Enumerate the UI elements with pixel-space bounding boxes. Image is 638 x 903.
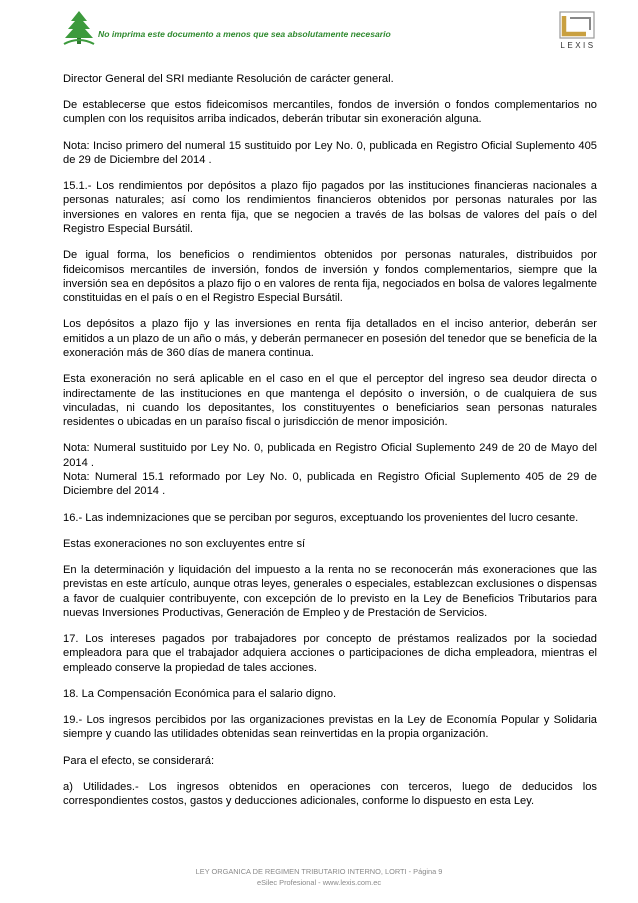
page-header — [0, 0, 638, 60]
paragraph: Nota: Inciso primero del numeral 15 sustituido por Ley No. 0, publicada en Registro Oficial Suplemento 405 de 29 de Diciembre del 2014 . — [63, 139, 597, 166]
document-body — [63, 72, 597, 820]
paragraph: 18. La Compensación Económica para el salario digno. — [63, 687, 337, 700]
lexis-emblem-icon — [550, 10, 606, 42]
paragraph: De igual forma, los beneficios o rendimientos obtenidos por personas naturales, distribuidos por fideicomisos mercantiles de inversión, fondos de inversión y fondos complementarios, siempre que la inversión sea en depósitos a plazo fijo o en valores de renta fija, negociados en bolsa de valores legalmente constituidas en el país o en el Registro Especial Bursátil. — [63, 249, 597, 305]
print-warning-banner: No imprima este documento a menos que sea absolutamente necesario — [98, 29, 391, 39]
paragraph: 15.1.- Los rendimientos por depósitos a plazo fijo pagados por las instituciones financieras nacionales a personas naturales; así como los rendimientos financieros obtenidos por personas naturales por las inversiones en valores en renta fija, que se negocien a través de las bolsas de valores del país o del Registro Especial Bursátil. — [63, 180, 597, 236]
paragraph: Director General del SRI mediante Resolución de carácter general. — [63, 73, 394, 85]
tree-logo-icon — [62, 10, 96, 46]
paragraph: 16.- Las indemnizaciones que se perciban por seguros, exceptuando los provenientes del lucro cesante. — [63, 511, 579, 524]
footer-source: eSilec Profesional - www.lexis.com.ec — [256, 877, 382, 887]
paragraph: Estas exoneraciones no son excluyentes entre sí — [63, 537, 306, 550]
paragraph: Esta exoneración no será aplicable en el caso en el que el perceptor del ingreso sea deudor directa o indirectamente de las instituciones en que mantenga el depósito o inversión, o de cualquiera de sus vinculadas, ni cuando los depositantes, los constituyentes o beneficiarios sean personas naturales residentes o ubicadas en un paraíso fiscal o jurisdicción de menor imposición. — [63, 373, 597, 429]
footer-title: LEY ORGANICA DE REGIMEN TRIBUTARIO INTERNO, LORTI - Página 9 — [195, 867, 443, 876]
lexis-logo — [550, 10, 606, 54]
paragraph: a) Utilidades.- Los ingresos obtenidos en operaciones con terceros, luego de deducidos los correspondientes costos, gastos y deducciones adicionales, conforme lo dispuesto en esta Ley. — [63, 780, 597, 808]
paragraph: De establecerse que estos fideicomisos mercantiles, fondos de inversión o fondos complementarios no cumplen con los requisitos arriba indicados, deberán tributar sin exoneración alguna. — [63, 99, 597, 126]
paragraph: Los depósitos a plazo fijo y las inversiones en renta fija detallados en el inciso anterior, deberán ser emitidos a un plazo de un año o más, y deberán permanecer en posesión del tenedor que se beneficia de la exoneración más de 360 días de manera continua. — [63, 318, 597, 360]
paragraph: Para el efecto, se considerará: — [63, 754, 215, 767]
paragraph: 19.- Los ingresos percibidos por las organizaciones previstas en la Ley de Economía Popular y Solidaria siempre y cuando las utilidades obtenidas sean reinvertidas en la propia organización. — [63, 714, 597, 741]
lexis-logo-text: LEXIS — [560, 41, 596, 50]
paragraph: 17. Los intereses pagados por trabajadores por concepto de préstamos realizados por la sociedad empleadora para que el trabajador adquiera acciones o participaciones de dicha empleadora, mientras el empleado conserve la propiedad de tales acciones. — [63, 633, 597, 674]
paragraph: En la determinación y liquidación del impuesto a la renta no se reconocerán más exoneraciones que las previstas en este artículo, aunque otras leyes, generales o especiales, establezcan exclusiones o dispensas a favor de cualquier contribuyente, con excepción de lo previsto en la Ley de Beneficios Tributarios para nuevas Inversiones Productivas, Generación de Empleo y de Prestación de Servicios. — [63, 563, 597, 619]
note-paragraph: Nota: Numeral sustituido por Ley No. 0, publicada en Registro Oficial Suplemento 249 de 20 de Mayo del 2014 . — [63, 442, 597, 469]
note-paragraph: Nota: Numeral 15.1 reformado por Ley No. 0, publicada en Registro Oficial Suplemento 405 de 29 de Diciembre del 2014 . — [63, 471, 597, 498]
page-footer — [0, 867, 638, 888]
